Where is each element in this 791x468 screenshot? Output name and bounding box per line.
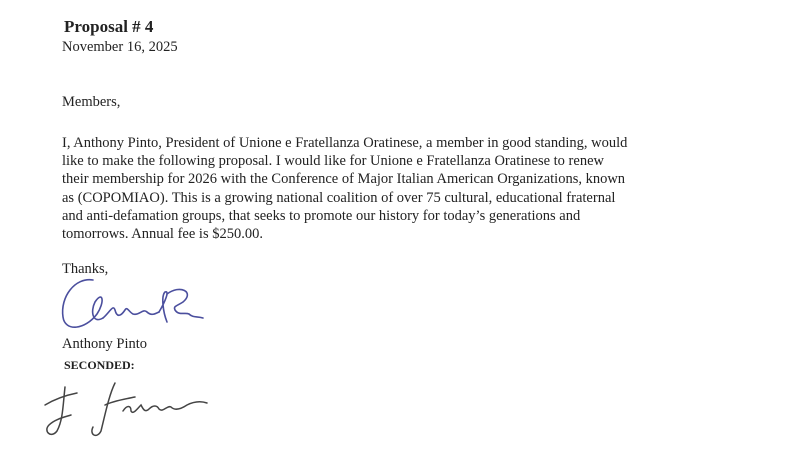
closing: Thanks,	[62, 261, 109, 277]
proposal-date: November 16, 2025	[62, 39, 178, 55]
body-line: their membership for 2026 with the Conference of Major Italian American Organizations, known	[62, 171, 626, 188]
body-line: I, Anthony Pinto, President of Unione e Fratellanza Oratinese, a member in good standing, would	[62, 135, 628, 151]
seconder-signature	[35, 375, 215, 440]
body-line: as (COPOMIAO). This is a growing national coalition of over 75 cultural, educational fraternal	[62, 189, 616, 206]
proposal-body	[62, 134, 627, 243]
seconded-label: SECONDED:	[64, 358, 135, 372]
signer-signature	[55, 272, 215, 337]
body-line: and anti-defamation groups, that seeks to promote our history for today’s generations and	[62, 207, 581, 224]
signer-name: Anthony Pinto	[62, 336, 147, 352]
body-line: like to make the following proposal. I would like for Unione e Fratellanza Oratinese to renew	[62, 153, 604, 170]
proposal-title: Proposal # 4	[64, 17, 154, 36]
greeting: Members,	[62, 94, 121, 110]
body-line: tomorrows. Annual fee is $250.00.	[62, 226, 263, 243]
